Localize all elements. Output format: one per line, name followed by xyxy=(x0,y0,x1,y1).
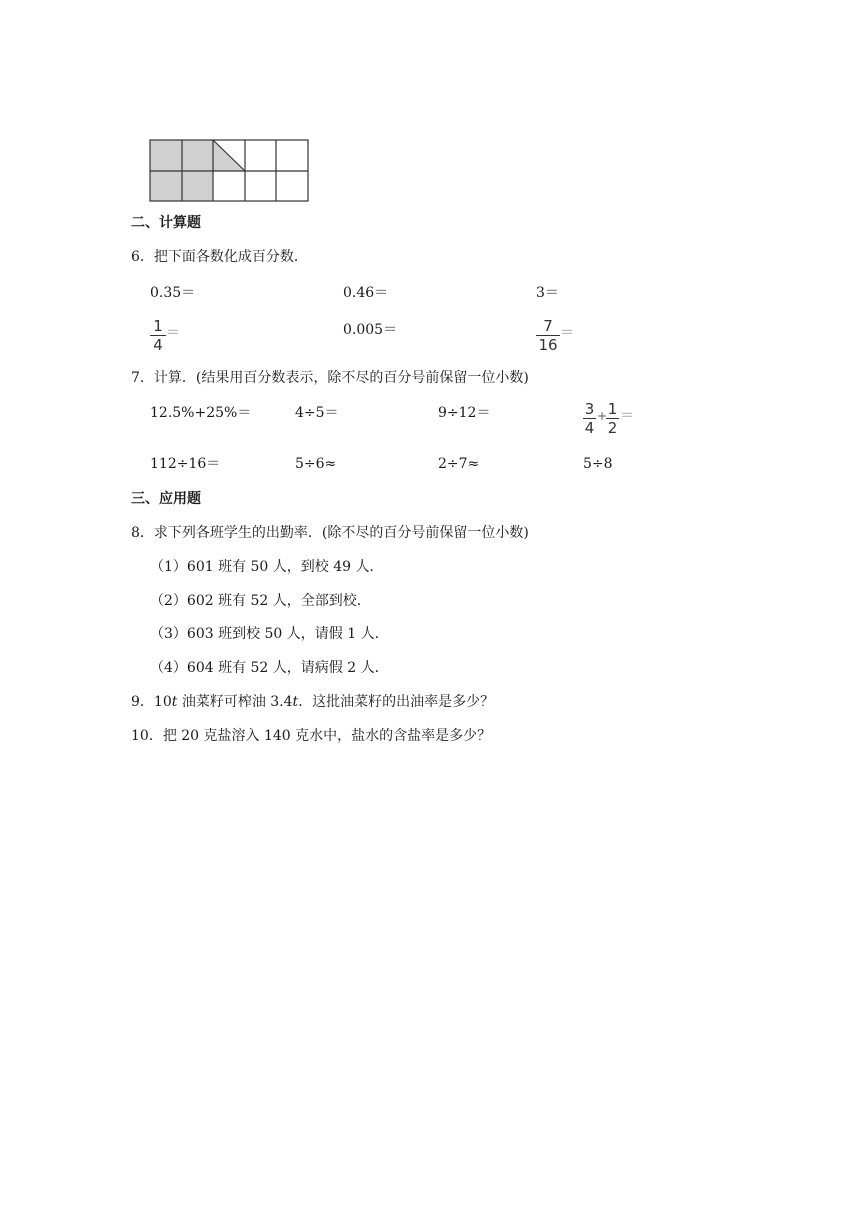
fraction-denominator: 4 xyxy=(153,336,163,354)
q7-item-5: 112÷16＝ xyxy=(150,456,221,472)
shaded-grid-figure xyxy=(149,139,311,203)
question-7-text: 7．计算．(结果用百分数表示，除不尽的百分号前保留一位小数) xyxy=(131,370,529,386)
fraction-denominator: 2 xyxy=(607,419,618,437)
q9-part: 9．10 xyxy=(131,694,172,710)
q7-fraction-1-2 xyxy=(606,401,619,436)
q6-item-2: 0.46＝ xyxy=(343,285,389,301)
q9-unit-t: t xyxy=(292,694,299,710)
q9-part: ．这批油菜籽的出油率是多少？ xyxy=(298,694,495,710)
q8-item-2: （2）602 班有 52 人，全部到校． xyxy=(150,593,371,609)
fraction-numerator: 1 xyxy=(153,317,163,335)
q7-fraction-3-4 xyxy=(583,401,596,436)
q8-item-3: （3）603 班到校 50 人，请假 1 人． xyxy=(150,626,389,642)
question-8-text: 8．求下列各班学生的出勤率．(除不尽的百分号前保留一位小数) xyxy=(131,525,529,541)
q6-fraction-1-4 xyxy=(150,318,166,353)
q7-item-7: 2÷7≈ xyxy=(438,456,480,472)
q7-item-3: 9÷12＝ xyxy=(438,405,491,421)
q8-item-4: （4）604 班有 52 人，请病假 2 人． xyxy=(150,660,389,676)
section-heading-calc: 二、计算题 xyxy=(131,215,201,231)
q7-item-2: 4÷5＝ xyxy=(295,405,339,421)
q7-item-8: 5÷8 xyxy=(583,456,613,472)
q7-item-6: 5÷6≈ xyxy=(295,456,337,472)
question-6-text: 6．把下面各数化成百分数． xyxy=(131,249,308,265)
q8-item-1: （1）601 班有 50 人，到校 49 人． xyxy=(150,559,384,575)
q7-item-1: 12.5%+25%＝ xyxy=(150,405,252,421)
q9-unit-t: t xyxy=(171,694,178,710)
q7-plus-sign: + xyxy=(597,409,608,423)
fraction-numerator: 3 xyxy=(584,400,595,418)
q6-fraction-7-16 xyxy=(536,318,560,353)
question-9-text xyxy=(131,695,494,709)
q9-part: 油菜籽可榨油 3.4 xyxy=(177,694,293,710)
q6-item-3: 3＝ xyxy=(536,285,559,301)
q7-equals: ＝ xyxy=(620,408,634,424)
question-10-text: 10．把 20 克盐溶入 140 克水中，盐水的含盐率是多少？ xyxy=(131,728,492,744)
fraction-numerator: 1 xyxy=(607,400,618,418)
section-heading-application: 三、应用题 xyxy=(131,491,201,507)
q6-equals-1: ＝ xyxy=(166,325,180,341)
fraction-denominator: 16 xyxy=(538,336,558,354)
q6-equals-2: ＝ xyxy=(560,325,574,341)
q6-item-5: 0.005＝ xyxy=(343,322,398,338)
fraction-denominator: 4 xyxy=(584,419,595,437)
q6-item-1: 0.35＝ xyxy=(150,285,196,301)
fraction-numerator: 7 xyxy=(543,317,553,335)
